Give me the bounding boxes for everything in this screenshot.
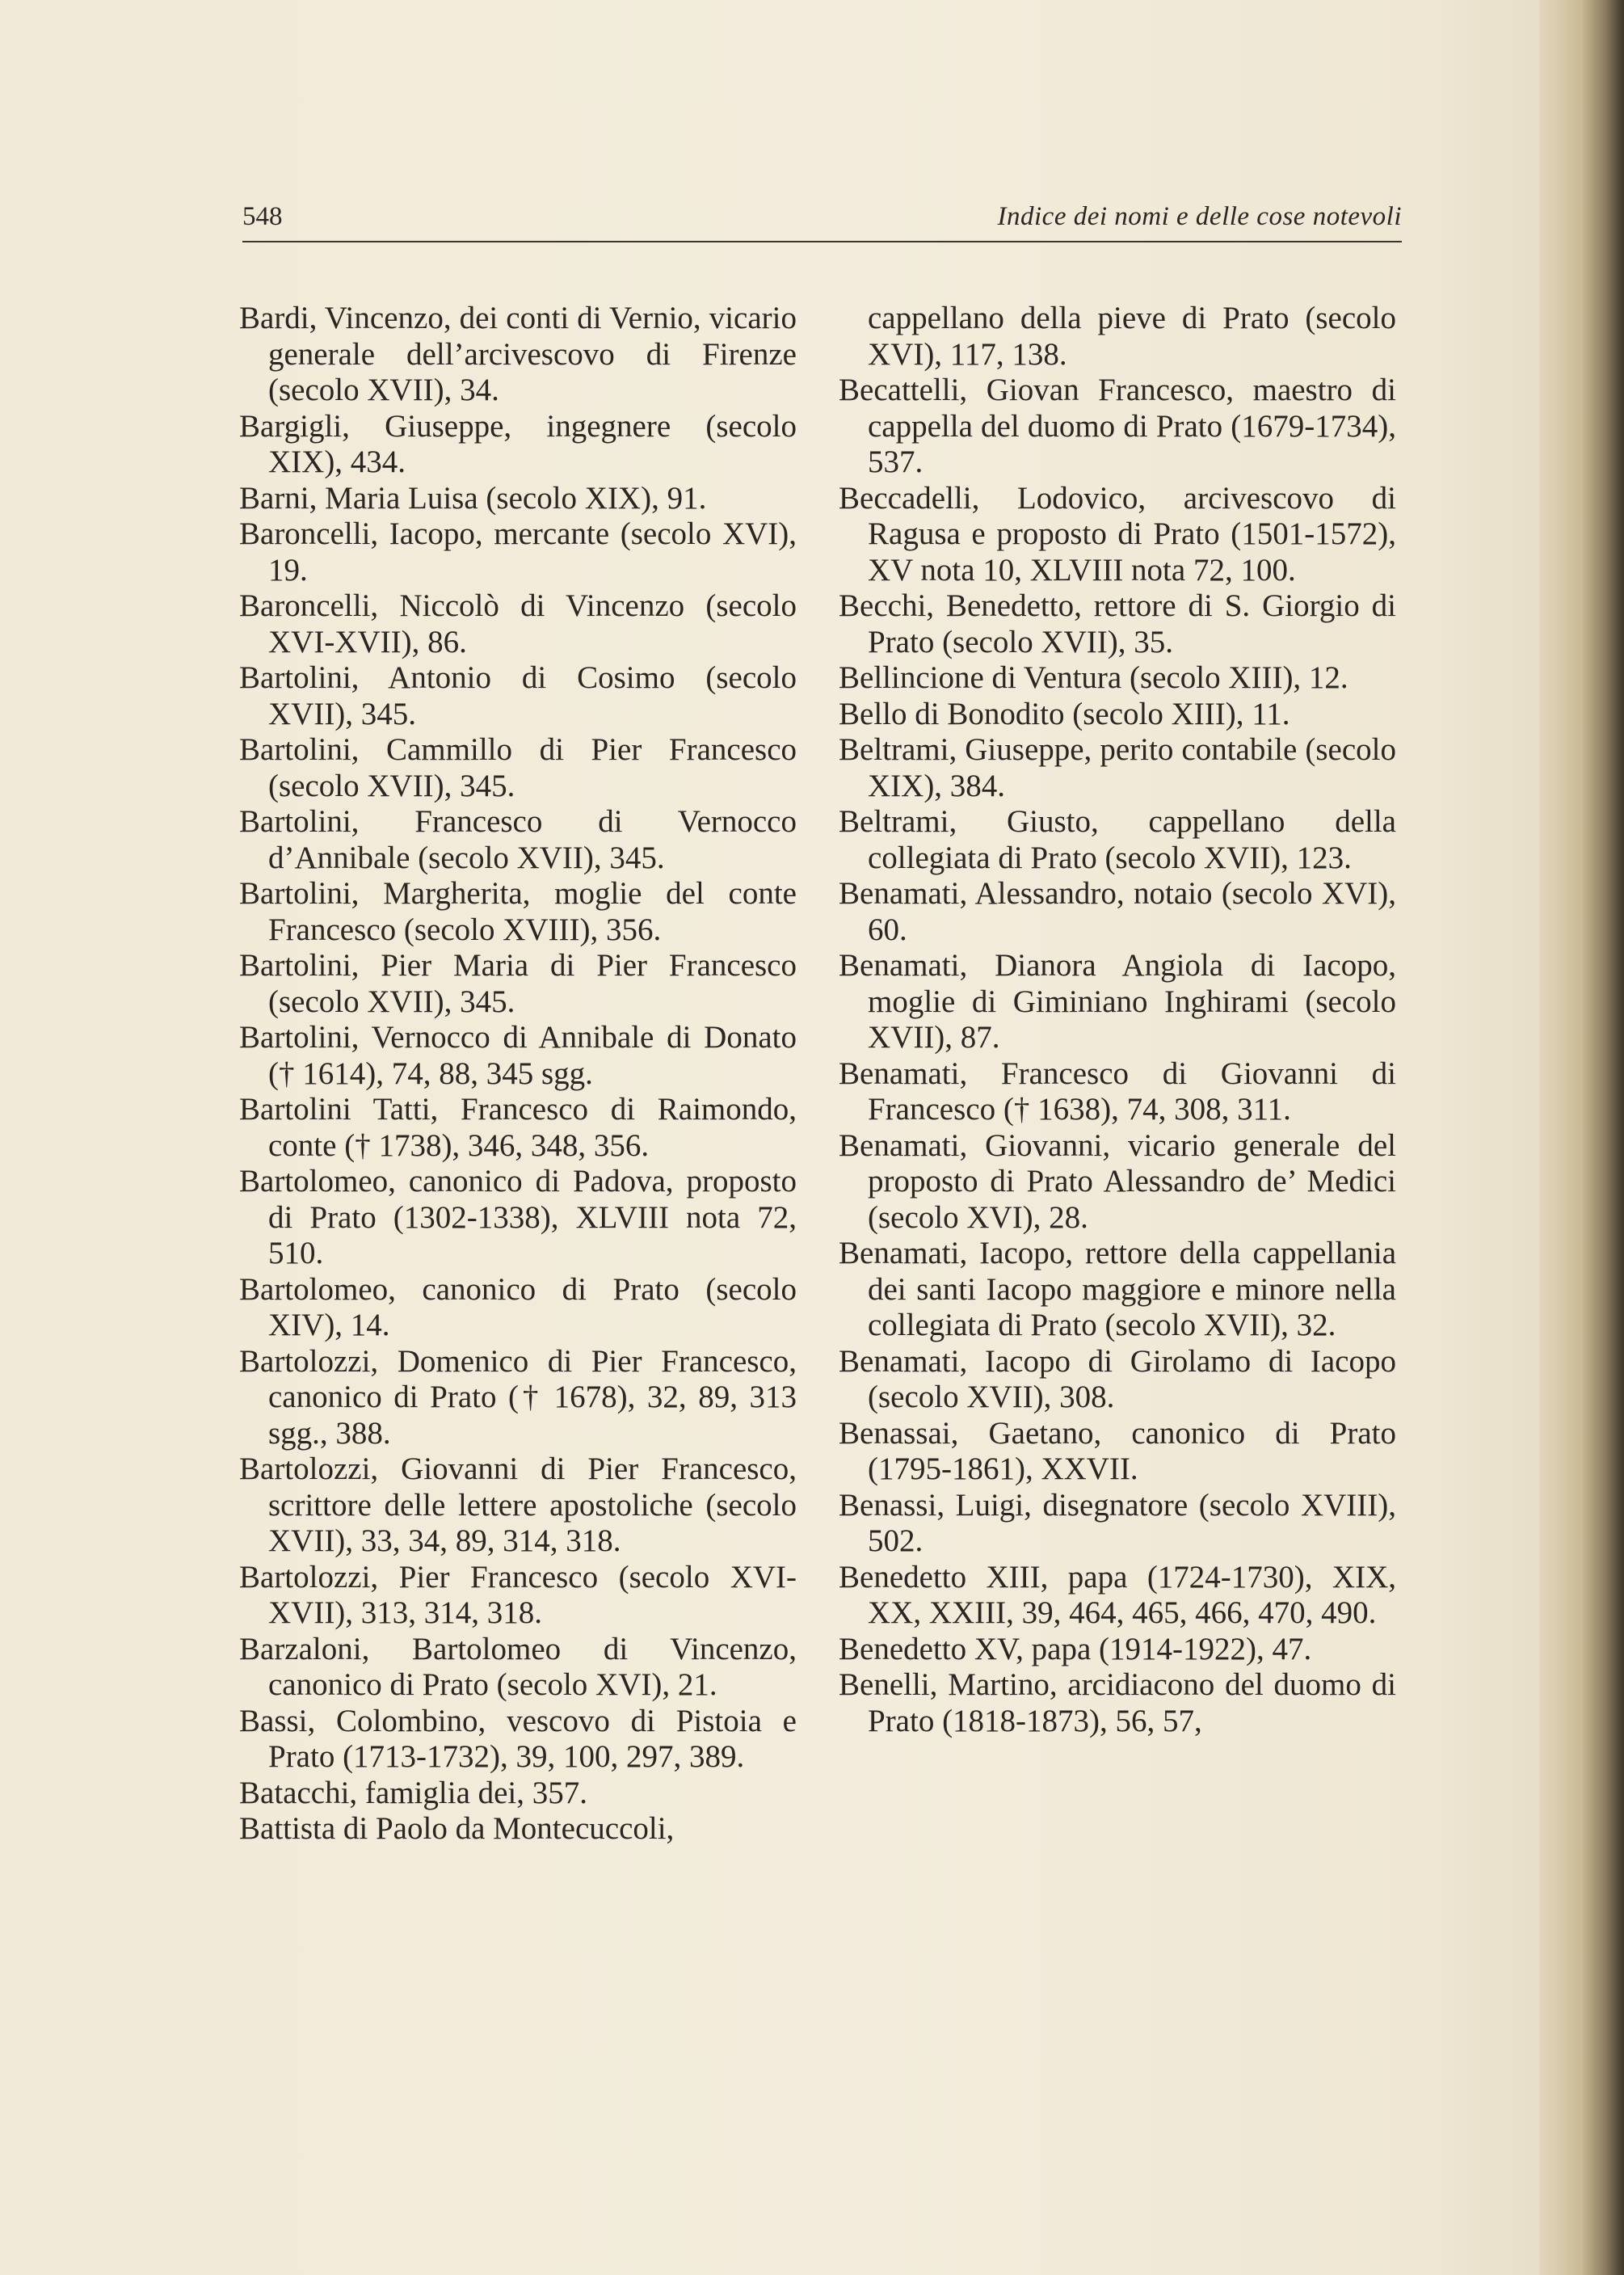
index-entry: Battista di Paolo da Montecuccoli, [239, 1811, 675, 1846]
index-entry: Benamati, Dianora Angiola di Iacopo, moglie di Giminiano Inghirami (secolo XVII), 87. [839, 948, 1396, 1055]
index-entry: Bartolomeo, canonico di Prato (secolo XIV), 14. [239, 1271, 797, 1342]
index-entry: Benamati, Iacopo, rettore della cappellania dei santi Iacopo maggiore e minore nella collegiata di Prato (secolo XVII), 32. [839, 1236, 1396, 1342]
index-entry: Baroncelli, Iacopo, mercante (secolo XVI), 19. [239, 516, 797, 588]
index-entry-continuation: cappellano della pieve di Prato (secolo XVI), 117, 138. [868, 301, 1396, 372]
index-entry: Benamati, Iacopo di Girolamo di Iacopo (secolo XVII), 308. [839, 1343, 1396, 1414]
index-entry: Baroncelli, Niccolò di Vincenzo (secolo XVI-XVII), 86. [239, 588, 797, 659]
index-entry: Bartolini, Pier Maria di Pier Francesco (secolo XVII), 345. [239, 948, 797, 1019]
index-entry: Bardi, Vincenzo, dei conti di Vernio, vicario generale dell’arcivescovo di Firenze (secolo XVII), 34. [239, 301, 797, 407]
index-entry: Benedetto XIII, papa (1724-1730), XIX, XX, XXIII, 39, 464, 465, 466, 470, 490. [839, 1559, 1396, 1630]
index-entry: Bello di Bonodito (secolo XIII), 11. [839, 696, 1290, 731]
index-entry: Benamati, Giovanni, vicario generale del proposto di Prato Alessandro de’ Medici (secolo XVI), 28. [839, 1127, 1396, 1235]
index-entry: Beltrami, Giuseppe, perito contabile (secolo XIX), 384. [839, 732, 1396, 803]
index-entry: Bartolini, Cammillo di Pier Francesco (secolo XVII), 345. [239, 732, 797, 803]
page-number: 548 [242, 202, 283, 231]
index-entry: Benamati, Alessandro, notaio (secolo XVI), 60. [839, 876, 1396, 947]
index-entry: Becchi, Benedetto, rettore di S. Giorgio di Prato (secolo XVII), 35. [839, 588, 1396, 659]
index-entry: Bartolini, Margherita, moglie del conte Francesco (secolo XVIII), 356. [239, 876, 797, 947]
index-entry: Benelli, Martino, arcidiacono del duomo di Prato (1818-1873), 56, 57, [839, 1667, 1396, 1738]
index-entry: Beltrami, Giusto, cappellano della collegiata di Prato (secolo XVII), 123. [839, 804, 1396, 875]
index-entry: Bartolozzi, Domenico di Pier Francesco, canonico di Prato († 1678), 32, 89, 313 sgg., 388. [239, 1343, 797, 1451]
index-entry: Benassi, Luigi, disegnatore (secolo XVIII), 502. [839, 1487, 1396, 1558]
index-entry: Bassi, Colombino, vescovo di Pistoia e Prato (1713-1732), 39, 100, 297, 389. [239, 1703, 797, 1774]
index-entry: Bartolini, Antonio di Cosimo (secolo XVII), 345. [239, 660, 797, 731]
index-entry: Bartolini Tatti, Francesco di Raimondo, conte († 1738), 346, 348, 356. [239, 1092, 797, 1163]
index-entry: Bellincione di Ventura (secolo XIII), 12. [839, 660, 1348, 695]
book-gutter-shadow [1539, 0, 1624, 2275]
index-entry: Beccadelli, Lodovico, arcivescovo di Ragusa e proposto di Prato (1501-1572), XV nota 10, XLVIII nota 72, 100. [839, 480, 1396, 588]
index-entry: Barzaloni, Bartolomeo di Vincenzo, canonico di Prato (secolo XVI), 21. [239, 1631, 797, 1702]
index-entry: Benedetto XV, papa (1914-1922), 47. [839, 1631, 1312, 1666]
index-entry: Bartolini, Vernocco di Annibale di Donato († 1614), 74, 88, 345 sgg. [239, 1020, 797, 1091]
index-entry: Batacchi, famiglia dei, 357. [239, 1775, 588, 1810]
index-entry: Bartolozzi, Pier Francesco (secolo XVI-XVII), 313, 314, 318. [239, 1559, 797, 1630]
index-column-left [239, 301, 797, 1847]
index-entry: Bartolini, Francesco di Vernocco d’Annibale (secolo XVII), 345. [239, 804, 797, 875]
index-column-right [839, 301, 1396, 1739]
index-entry: Benassai, Gaetano, canonico di Prato (1795-1861), XXVII. [839, 1415, 1396, 1486]
index-entry: Bartolozzi, Giovanni di Pier Francesco, scrittore delle lettere apostoliche (secolo XVII), 33, 34, 89, 314, 318. [239, 1451, 797, 1558]
index-entry: Becattelli, Giovan Francesco, maestro di cappella del duomo di Prato (1679-1734), 537. [839, 373, 1396, 479]
index-entry: Bartolomeo, canonico di Padova, proposto di Prato (1302-1338), XLVIII nota 72, 510. [239, 1164, 797, 1270]
index-entry: Barni, Maria Luisa (secolo XIX), 91. [239, 480, 707, 516]
index-entry: Benamati, Francesco di Giovanni di Francesco († 1638), 74, 308, 311. [839, 1055, 1396, 1127]
running-title: Indice dei nomi e delle cose notevoli [997, 202, 1402, 231]
page-header [242, 202, 1402, 242]
index-entry: Bargigli, Giuseppe, ingegnere (secolo XIX), 434. [239, 408, 797, 479]
